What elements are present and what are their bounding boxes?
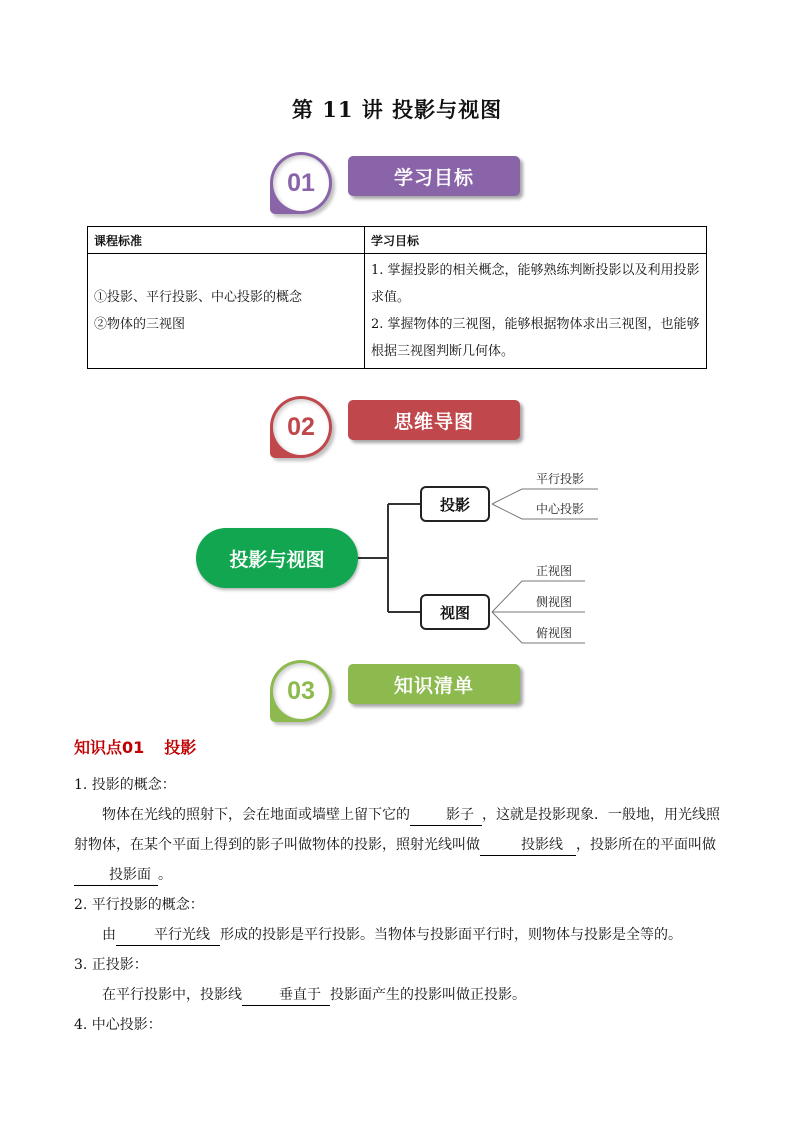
paragraph-orthographic: 在平行投影中，投影线 垂直于 投影面产生的投影叫做正投影。: [74, 980, 724, 1010]
fill-blank: 平行光线: [116, 925, 220, 946]
fill-blank: 影子: [410, 805, 482, 826]
mindmap-branch-view: 视图: [420, 594, 490, 630]
knowledge-point-label: 知识点01: [74, 738, 145, 757]
table-header-goals: 学习目标: [365, 227, 707, 254]
standard-item: ②物体的三视图: [94, 317, 186, 332]
fill-blank: 垂直于: [242, 985, 330, 1006]
knowledge-point-heading: [74, 735, 196, 758]
knowledge-point-title: 投影: [164, 738, 197, 757]
mindmap-leaf: 正视图: [536, 564, 573, 578]
paragraph-projection: 物体在光线的照射下，会在地面或墙壁上留下它的 影子 ，这就是投影现象．一般地，用光线照射物体，在某个平面上得到的影子叫做物体的投影，照射光线叫做 投影线 ，投影所在的平面叫做投影面 。: [74, 800, 724, 890]
mindmap-leaf: 侧视图: [536, 595, 573, 609]
knowledge-content: [74, 770, 724, 1040]
mindmap-leaf: 中心投影: [536, 502, 585, 516]
standard-item: ①投影、平行投影、中心投影的概念: [94, 290, 303, 305]
section-title: 知识清单: [348, 664, 520, 704]
goal-item: 1. 掌握投影的相关概念，能够熟练判断投影以及利用投影求值。: [371, 263, 700, 305]
fill-blank: 投影面: [74, 865, 158, 886]
section-title: 思维导图: [348, 400, 520, 440]
section-number: 01: [273, 155, 329, 211]
subheading: 2. 平行投影的概念：: [74, 897, 204, 913]
mindmap-leaf: 俯视图: [536, 626, 573, 640]
table-header-standard: 课程标准: [88, 227, 365, 254]
subheading: 4. 中心投影：: [74, 1017, 162, 1033]
mindmap-leaf: 平行投影: [536, 472, 585, 486]
paragraph-parallel: 由 平行光线 形成的投影是平行投影。当物体与投影面平行时，则物体与投影是全等的。: [74, 920, 724, 950]
page-title: 第 11 讲 投影与视图: [291, 97, 503, 122]
subheading: 1. 投影的概念：: [74, 777, 176, 793]
subheading: 3. 正投影：: [74, 957, 148, 973]
section-number-bubble: [270, 660, 332, 722]
mindmap-branch-projection: 投影: [420, 486, 490, 522]
fill-blank: 投影线: [480, 835, 576, 856]
goal-item: 2. 掌握物体的三视图，能够根据物体求出三视图，也能够根据三视图判断几何体。: [371, 317, 700, 359]
section-title: 学习目标: [348, 156, 520, 196]
section-number: 02: [273, 399, 329, 455]
section-number: 03: [273, 663, 329, 719]
section-header-03: [270, 660, 530, 724]
mindmap-root: 投影与视图: [196, 528, 358, 588]
